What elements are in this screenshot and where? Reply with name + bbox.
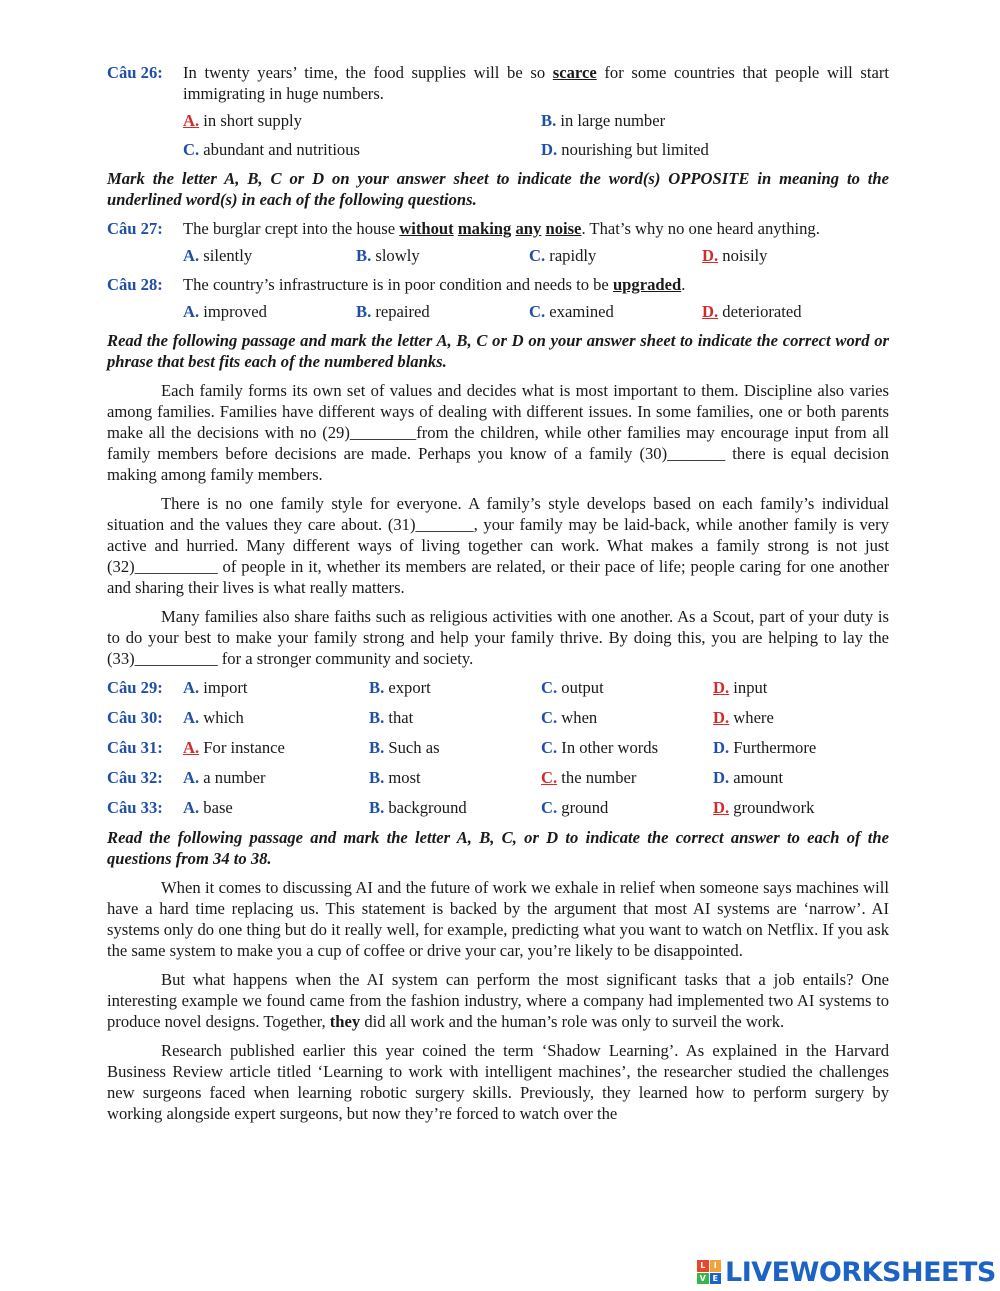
- question-26: [107, 62, 889, 104]
- cloze-paragraph-3: Many families also share faiths such as religious activities with one another. As a Scout, part of your duty is to do your best to make your family strong and help your family thrive. By doing this, you are helping to lay the (33)__________ for a stronger community and society.: [107, 607, 889, 668]
- option-c[interactable]: C. examined: [529, 302, 614, 321]
- reading-paragraph-1: When it comes to discussing AI and the future of work we exhale in relief when someone says machines will have a hard time replacing us. This statement is backed by the argument that most AI systems are ‘narrow’. AI systems only do one thing but do it really well, for example, predicting what you want to watch on Netflix. If you ask the same system to make you a cup of coffee or drive your car, you’re likely to be disappointed.: [107, 878, 889, 960]
- options-26: [183, 110, 889, 131]
- options-28: [183, 301, 889, 322]
- option-d[interactable]: D. nourishing but limited: [541, 140, 709, 159]
- question-28: [107, 274, 889, 295]
- question-number: Câu 29:: [107, 678, 163, 697]
- cloze-paragraph-2: There is no one family style for everyone. A family’s style develops based on each family’s individual situation and the values they care about. (31)_______, your family may be laid-back, while another family is very active and hurried. Many different ways of living together can work. What makes a family strong is not just (32)__________ of people in it, whether its members are related, or their pace of life; people caring for one another and sharing their lives is what really matters.: [107, 494, 889, 597]
- option-b[interactable]: B. repaired: [356, 302, 430, 321]
- reading-paragraph-3: Research published earlier this year coined the term ‘Shadow Learning’. As explained in the Harvard Business Review article titled ‘Learning to work with intelligent machines’, the researcher studied the challenges new surgeons faced when learning robotic surgery skills. Previously, they learned how to perform surgery by working alongside expert surgeons, but now they’re forced to watch over the: [107, 1041, 889, 1123]
- option-d[interactable]: D. groundwork: [713, 798, 815, 817]
- question-32: [107, 767, 889, 788]
- option-c[interactable]: C. when: [541, 708, 598, 727]
- option-b[interactable]: B. background: [369, 798, 467, 817]
- option-a[interactable]: A. silently: [183, 246, 253, 265]
- option-d[interactable]: D. input: [713, 678, 768, 697]
- option-c[interactable]: C. rapidly: [529, 246, 597, 265]
- option-b[interactable]: B. most: [369, 768, 421, 787]
- question-number: Câu 33:: [107, 798, 163, 817]
- question-number: Câu 30:: [107, 708, 163, 727]
- option-b[interactable]: B. in large number: [541, 111, 666, 130]
- options-27: [183, 245, 889, 266]
- question-text: The burglar crept into the house without making any noise. That’s why no one heard anything.: [183, 219, 820, 238]
- option-a[interactable]: A. For instance: [183, 738, 285, 757]
- option-a[interactable]: A. in short supply: [183, 111, 302, 130]
- option-b[interactable]: B. that: [369, 708, 414, 727]
- question-text: The country’s infrastructure is in poor condition and needs to be upgraded.: [183, 275, 686, 294]
- option-a[interactable]: A. import: [183, 678, 248, 697]
- question-number: Câu 26:: [107, 63, 163, 82]
- question-31: [107, 737, 889, 758]
- option-a[interactable]: A. base: [183, 798, 233, 817]
- question-33: [107, 797, 889, 818]
- instruction-reading: Read the following passage and mark the letter A, B, C, or D to indicate the correct answer to each of the questions from 34 to 38.: [107, 828, 889, 868]
- option-a[interactable]: A. which: [183, 708, 244, 727]
- option-c[interactable]: C. In other words: [541, 738, 659, 757]
- question-30: [107, 707, 889, 728]
- worksheet-page: [107, 62, 889, 1132]
- option-d[interactable]: D. amount: [713, 768, 784, 787]
- option-c[interactable]: C. output: [541, 678, 604, 697]
- logo-text: LIVEWORKSHEETS: [725, 1256, 996, 1288]
- question-29: [107, 677, 889, 698]
- instruction-opposite: Mark the letter A, B, C or D on your answer sheet to indicate the word(s) OPPOSITE in meaning to the underlined word(s) in each of the following questions.: [107, 169, 889, 209]
- question-number: Câu 28:: [107, 275, 163, 294]
- option-d[interactable]: D. noisily: [702, 246, 768, 265]
- option-c[interactable]: C. abundant and nutritious: [183, 140, 360, 159]
- liveworksheets-logo[interactable]: [697, 1258, 996, 1286]
- logo-mark-icon: L I V E: [697, 1260, 721, 1284]
- instruction-cloze: Read the following passage and mark the letter A, B, C or D on your answer sheet to indicate the correct word or phrase that best fits each of the numbered blanks.: [107, 331, 889, 371]
- option-d[interactable]: D. deteriorated: [702, 302, 802, 321]
- option-c[interactable]: C. the number: [541, 768, 637, 787]
- question-27: [107, 218, 889, 239]
- option-b[interactable]: B. export: [369, 678, 431, 697]
- option-d[interactable]: D. where: [713, 708, 774, 727]
- option-b[interactable]: B. Such as: [369, 738, 440, 757]
- reading-paragraph-2: But what happens when the AI system can perform the most significant tasks that a job entails? One interesting example we found came from the fashion industry, where a company had implemented two AI systems to produce novel designs. Together, they did all work and the human’s role was only to surveil the work.: [107, 970, 889, 1031]
- underlined-word: scarce: [552, 63, 597, 82]
- question-text: In twenty years’ time, the food supplies will be so scarce for some countries that people will start immigrating in huge numbers.: [183, 63, 889, 103]
- options-26-cd: [183, 139, 889, 160]
- option-a[interactable]: A. improved: [183, 302, 267, 321]
- question-number: Câu 27:: [107, 219, 163, 238]
- option-b[interactable]: B. slowly: [356, 246, 420, 265]
- cloze-paragraph-1: Each family forms its own set of values and decides what is most important to them. Discipline also varies among families. Families have different ways of dealing with different issues. In some families, one or both parents make all the decisions with no (29)________from the children, while other families may encourage input from all family members before decisions are made. Perhaps you know of a family (30)_______ there is equal decision making among family members.: [107, 381, 889, 484]
- highlighted-word: they: [329, 1012, 361, 1031]
- option-c[interactable]: C. ground: [541, 798, 609, 817]
- question-number: Câu 32:: [107, 768, 163, 787]
- underlined-word: upgraded: [612, 275, 682, 294]
- option-d[interactable]: D. Furthermore: [713, 738, 817, 757]
- option-a[interactable]: A. a number: [183, 768, 266, 787]
- question-number: Câu 31:: [107, 738, 163, 757]
